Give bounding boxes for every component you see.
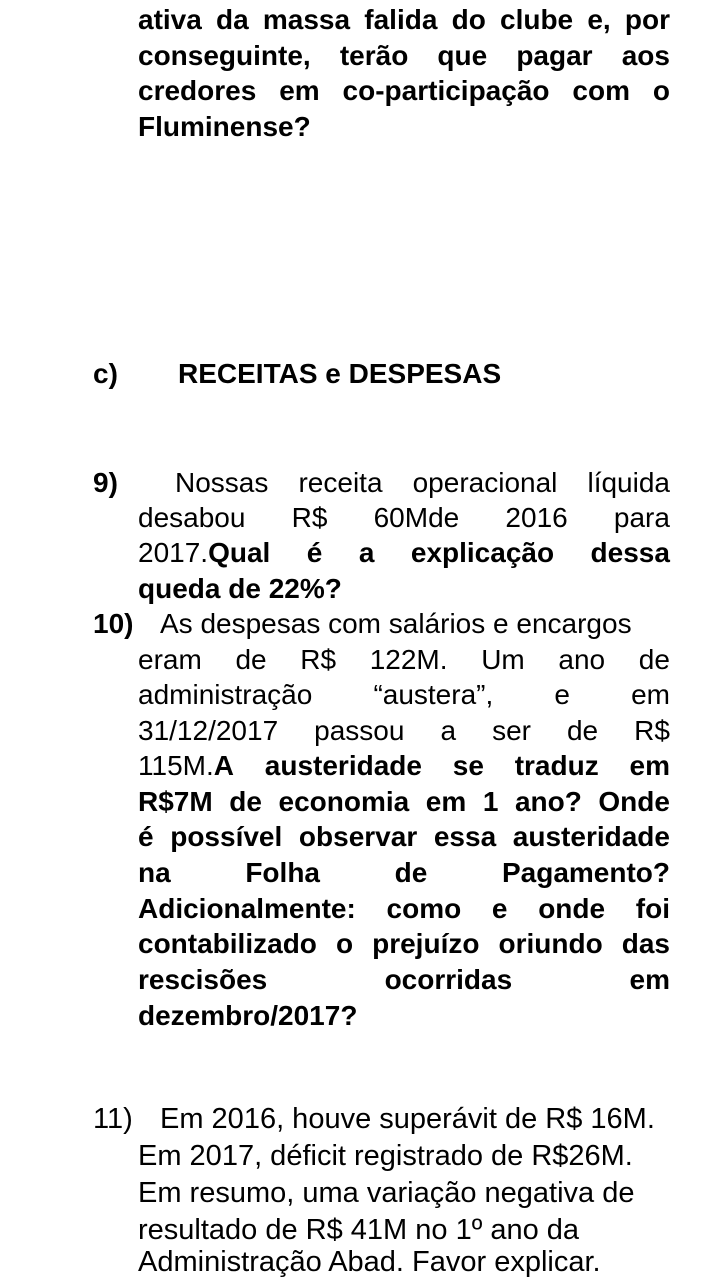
word: falida: [364, 4, 438, 35]
question-10-line-3: [138, 677, 670, 713]
section-heading: [93, 356, 501, 392]
word: conseguinte,: [138, 40, 311, 71]
word: rescisões: [138, 964, 268, 995]
word: contabilizado: [138, 928, 317, 959]
word: A: [213, 750, 234, 781]
word: economia: [278, 786, 410, 817]
word: em: [629, 964, 670, 995]
word: ano: [558, 644, 606, 675]
question-10-line-8: [138, 855, 670, 891]
word: 2016: [505, 502, 568, 533]
question-9-line-1: [175, 465, 670, 501]
question-9-line-3: [138, 535, 670, 571]
question-9-line-2: [138, 500, 670, 536]
question-11-line-1: Em 2016, houve superávit de R$ 16M.: [160, 1103, 655, 1135]
word: 31/12/2017: [138, 715, 279, 746]
word: se: [452, 750, 484, 781]
question-11-line-5: Administração Abad. Favor explicar.: [138, 1246, 601, 1278]
word: e,: [587, 4, 611, 35]
word: R$: [634, 715, 670, 746]
word: das: [621, 928, 670, 959]
word: de: [566, 715, 599, 746]
word: 60Mde: [373, 502, 460, 533]
word: do: [451, 4, 486, 35]
word: austeridade: [512, 821, 670, 852]
question-10-line-7: [138, 819, 670, 855]
question-11-line-2: Em 2017, déficit registrado de R$26M.: [138, 1140, 633, 1172]
word: e: [554, 679, 570, 710]
word: R$7M: [138, 786, 213, 817]
word: clube: [500, 4, 574, 35]
word: Qual: [208, 537, 271, 568]
question-10-line-4: [138, 713, 670, 749]
word: Nossas: [175, 467, 269, 498]
question-10-line-5: [138, 748, 670, 784]
question-10-line-10: [138, 926, 670, 962]
word: onde: [538, 893, 606, 924]
word: com: [572, 75, 630, 106]
word: é: [138, 821, 154, 852]
word: 1: [482, 786, 499, 817]
word: Um: [481, 644, 525, 675]
word: desabou: [138, 502, 246, 533]
word: a: [358, 537, 375, 568]
word: de: [235, 644, 267, 675]
word: receita: [298, 467, 383, 498]
word: o: [335, 928, 354, 959]
word: R$: [291, 502, 328, 533]
word: é: [306, 537, 323, 568]
word: “austera”,: [373, 679, 494, 710]
word: Adicionalmente:: [138, 893, 356, 924]
section-title: RECEITAS e DESPESAS: [178, 358, 502, 389]
word: prejuízo: [372, 928, 480, 959]
word: de: [229, 786, 262, 817]
word: oriundo: [498, 928, 603, 959]
question-9-line-4: queda de 22%?: [138, 573, 342, 604]
word: ativa: [138, 4, 202, 35]
word: em: [631, 679, 670, 710]
question-10-line-2: [138, 642, 670, 678]
word: aos: [621, 40, 670, 71]
question-9-line-3-bold: [208, 535, 670, 571]
word: co-participação: [342, 75, 550, 106]
word: de: [394, 857, 428, 888]
word: austeridade: [264, 750, 422, 781]
word: 122M.: [369, 644, 448, 675]
word: explicação: [410, 537, 555, 568]
question-11-line-3: Em resumo, uma variação negativa de: [138, 1177, 635, 1209]
word: dessa: [590, 537, 670, 568]
intro-line-3: [138, 73, 670, 109]
word: que: [437, 40, 488, 71]
question-10-line-12: dezembro/2017?: [138, 1000, 358, 1031]
word: como: [386, 893, 462, 924]
word: o: [652, 75, 670, 106]
word: credores: [138, 75, 257, 106]
word: em: [279, 75, 320, 106]
word: em: [629, 750, 670, 781]
word: foi: [635, 893, 670, 924]
intro-line-2: [138, 38, 670, 74]
question-11-line-4: resultado de R$ 41M no 1º ano da: [138, 1214, 580, 1246]
intro-line-1: [138, 2, 670, 38]
question-9-number: 9): [93, 467, 118, 498]
word: Folha: [245, 857, 320, 888]
word: por: [624, 4, 670, 35]
word: a: [440, 715, 457, 746]
word: ano?: [514, 786, 582, 817]
question-9-line-3-plain: 2017.: [138, 537, 209, 568]
word: Onde: [598, 786, 670, 817]
word: passou: [314, 715, 405, 746]
word: operacional: [412, 467, 558, 498]
intro-line-4: Fluminense?: [138, 111, 311, 142]
word: ocorridas: [384, 964, 513, 995]
question-10-number: 10): [93, 608, 134, 639]
word: líquida: [587, 467, 670, 498]
question-10-line-11: [138, 962, 670, 998]
word: eram: [138, 644, 202, 675]
word: traduz: [514, 750, 599, 781]
question-10-line-5-plain: 115M.: [138, 750, 214, 781]
word: R$: [300, 644, 337, 675]
word: administração: [138, 679, 313, 710]
question-10-line-1: As despesas com salários e encargos: [160, 608, 632, 639]
section-letter: c): [93, 358, 118, 389]
word: e: [491, 893, 508, 924]
word: ser: [492, 715, 531, 746]
question-11-number: 11): [93, 1103, 133, 1135]
word: massa: [262, 4, 351, 35]
word: essa: [433, 821, 497, 852]
word: terão: [339, 40, 409, 71]
word: da: [216, 4, 249, 35]
question-10-line-5-bold: [214, 748, 670, 784]
word: em: [425, 786, 467, 817]
word: de: [638, 644, 670, 675]
word: para: [613, 502, 670, 533]
word: Pagamento?: [501, 857, 670, 888]
question-10-line-6: [138, 784, 670, 820]
word: possível: [170, 821, 283, 852]
word: pagar: [516, 40, 593, 71]
word: na: [138, 857, 171, 888]
word: observar: [298, 821, 418, 852]
question-10-line-9: [138, 891, 670, 927]
